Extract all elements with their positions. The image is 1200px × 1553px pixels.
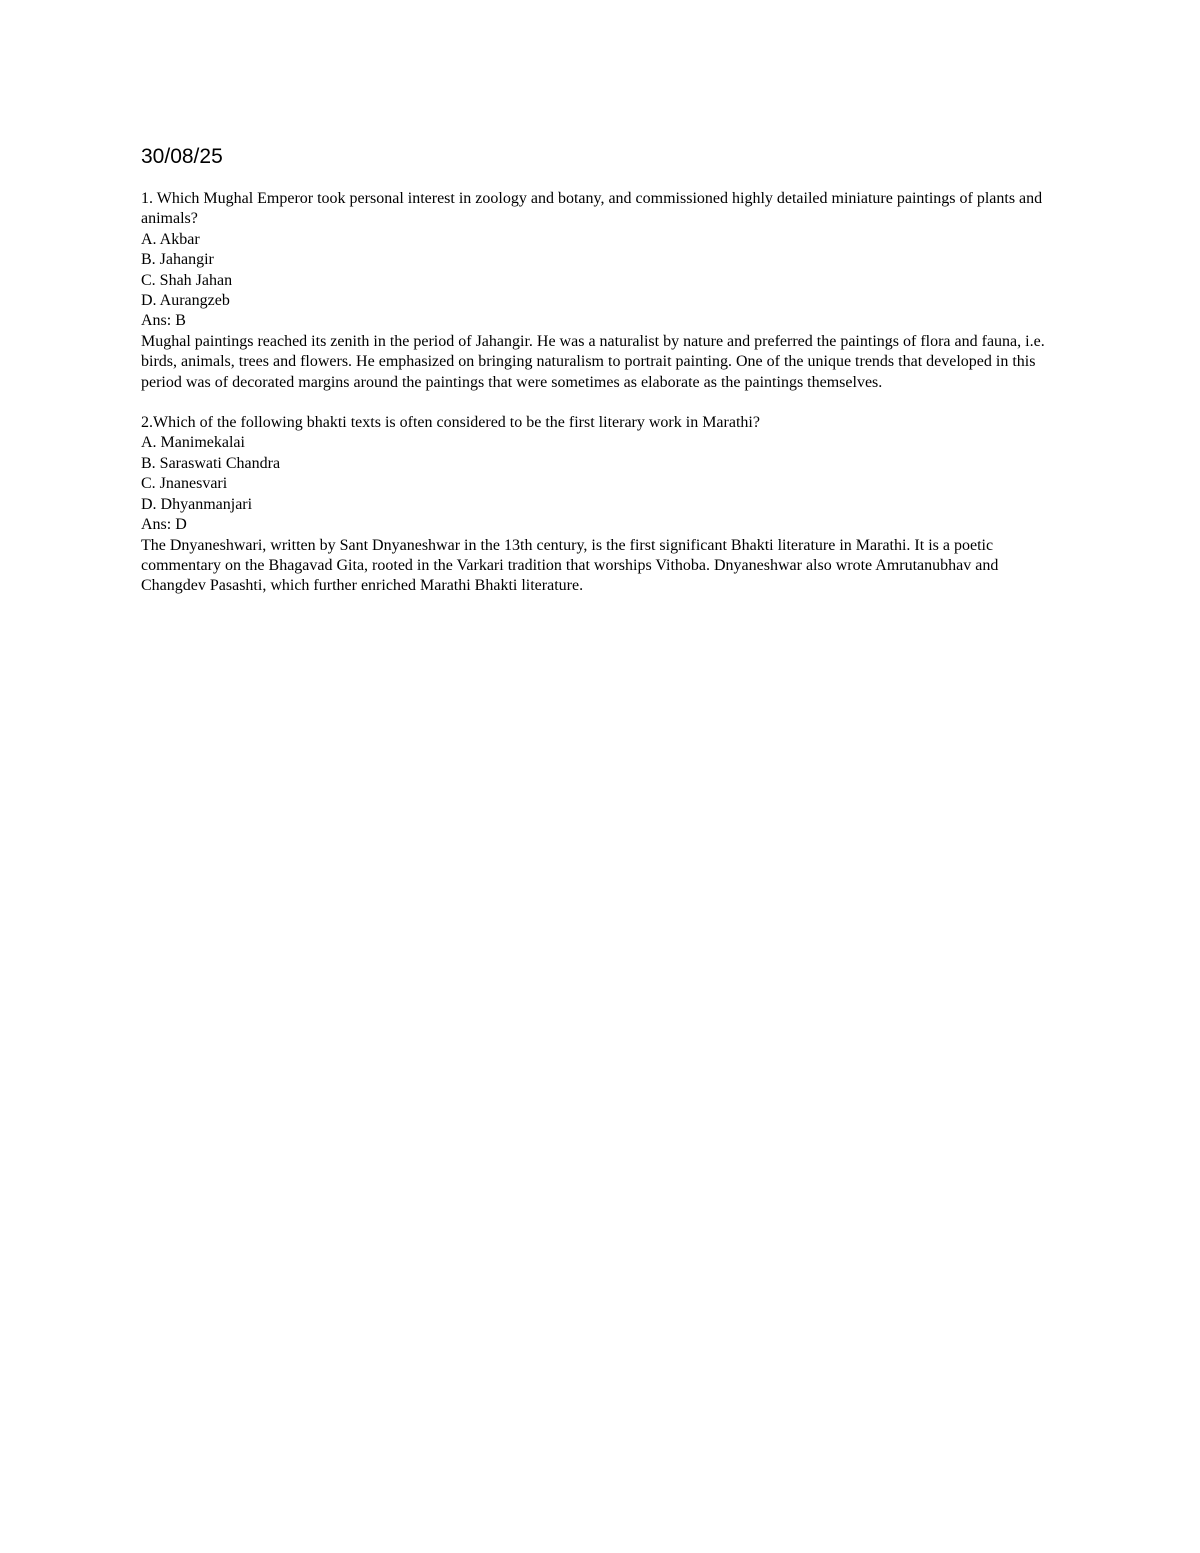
explanation-text: The Dnyaneshwari, written by Sant Dnyaneshwar in the 13th century, is the first significant Bhakti literature in Marathi. It is a poetic commentary on the Bhagavad Gita, rooted in the Varkari tradition that worships Vithoba. Dnyaneshwar also wrote Amrutanubhav and Changdev Pasashti, which further enriched Marathi Bhakti literature. [141,536,999,595]
option-c: C. Shah Jahan [141,271,233,289]
explanation-text: Mughal paintings reached its zenith in the period of Jahangir. He was a naturalist by nature and preferred the paintings of flora and fauna, i.e. birds, animals, trees and flowers. He emphasized on bringing naturalism to portrait painting. One of the unique trends that developed in this period was of decorated margins around the paintings that were sometimes as elaborate as the paintings themselves. [141,332,1045,391]
document-page [141,143,1051,617]
answer-text: Ans: B [141,312,186,330]
option-b: B. Saraswati Chandra [141,454,281,472]
document-date: 30/08/25 [141,145,223,168]
option-c: C. Jnanesvari [141,475,228,493]
question-text: 1. Which Mughal Emperor took personal interest in zoology and botany, and commissioned highly detailed miniature paintings of plants and animals? [141,190,1043,228]
option-d: D. Aurangzeb [141,292,230,310]
option-b: B. Jahangir [141,251,214,269]
question-text: 2.Which of the following bhakti texts is often considered to be the first literary work in Marathi? [141,414,760,432]
option-a: A. Akbar [141,230,200,248]
option-d: D. Dhyanmanjari [141,495,253,513]
question-block-2 [141,413,1051,597]
answer-text: Ans: D [141,516,187,534]
question-block-1 [141,189,1051,393]
option-a: A. Manimekalai [141,434,245,452]
